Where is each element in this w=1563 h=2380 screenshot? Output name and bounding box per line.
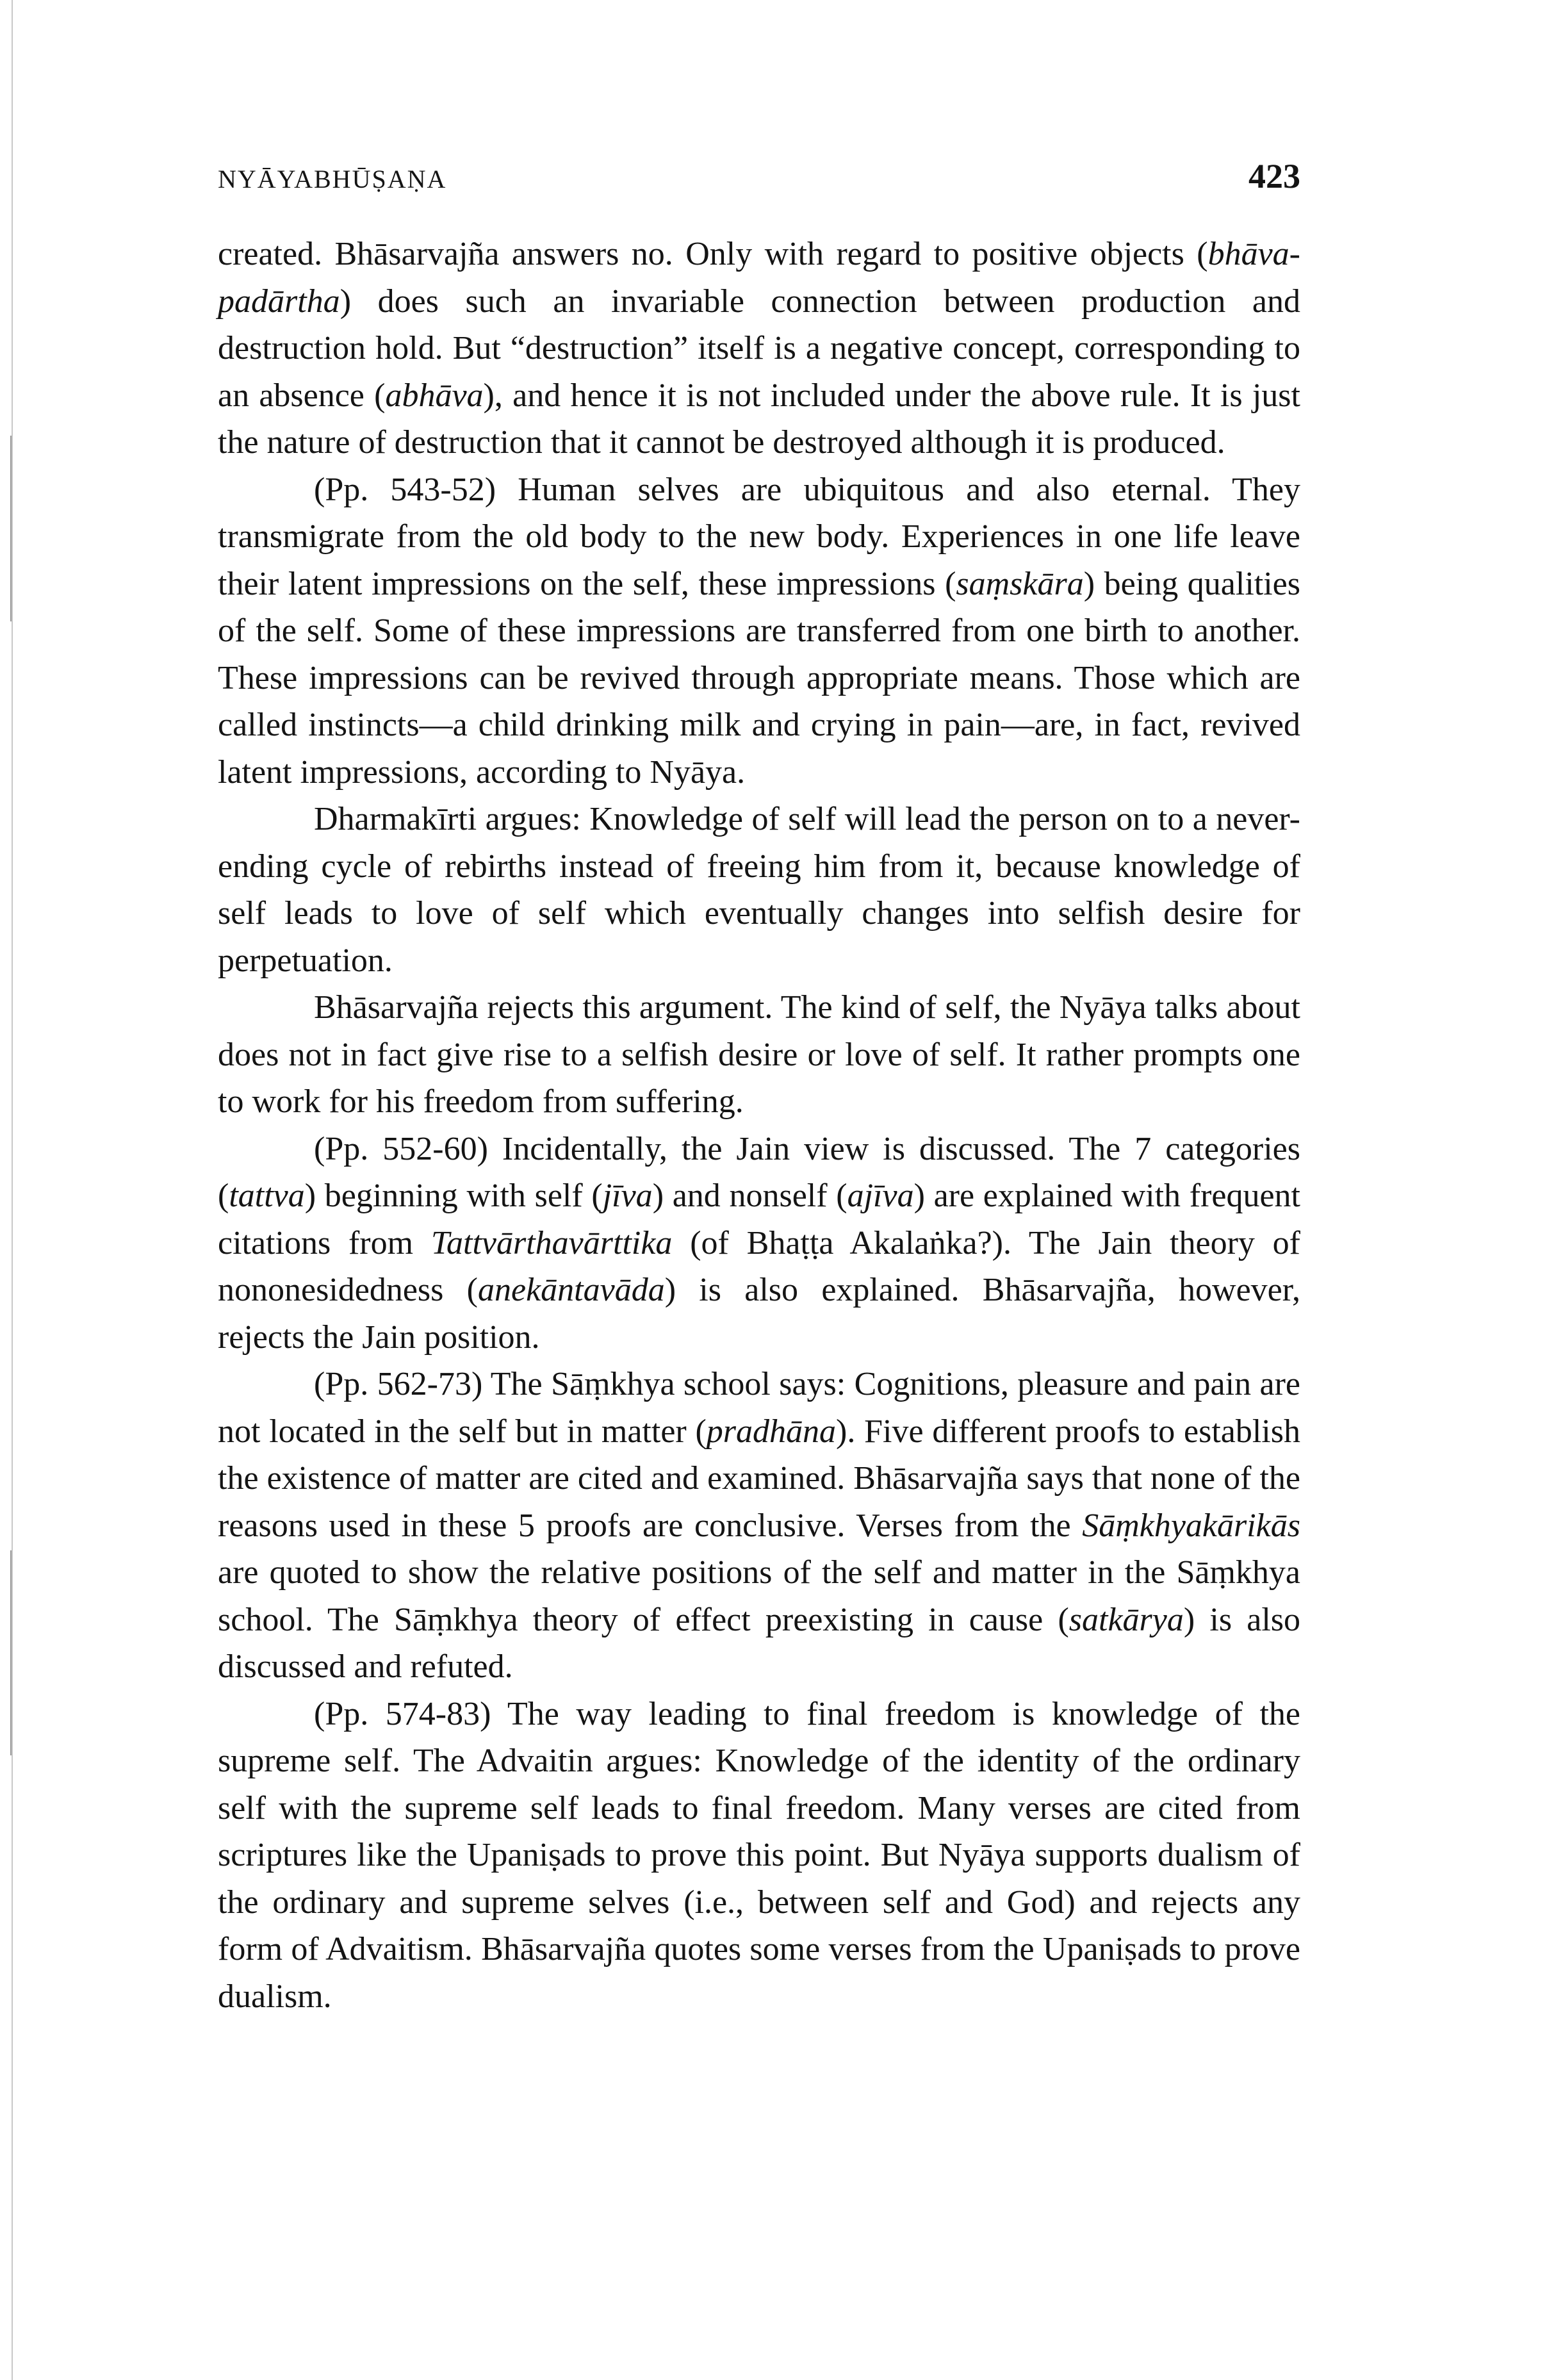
text-run: (Pp. 574-83) The way leading to final freedom is knowledge of the supreme self. The Advaitin argues: Knowledge of the identity of the ordinary self with the supreme self leads to final freedom. Many verses are cited from scriptures like the Upaniṣads to prove this point. But Nyāya supports dualism of the ordinary and supreme selves (i.e., between self and God) and rejects any form of Advaitism. Bhāsarvajña quotes some verses from the Upaniṣads to prove dualism.	[218, 1695, 1300, 2015]
italic-term: saṃskāra	[956, 565, 1084, 602]
text-run: ) beginning with self (	[304, 1178, 603, 1214]
italic-term: ajīva	[847, 1178, 914, 1214]
paragraph	[218, 466, 1300, 796]
italic-term: bhāva-padārtha	[218, 236, 1300, 320]
body-text	[218, 231, 1300, 2020]
paragraph	[218, 1361, 1300, 1691]
text-run: are quoted to show the relative positions of the self and matter in the Sāṃkhya school. The Sāṃkhya theory of effect preexisting in cause (	[218, 1554, 1300, 1638]
text-run: ) does such an invariable connection between production and destruction hold. But “destruction” itself is a negative concept, corresponding to an absence (	[218, 283, 1300, 414]
text-run: ) being qualities of the self. Some of these impressions are transferred from one birth to another. These impressions can be revived through appropriate means. Those which are called instincts—a child drinking milk and crying in pain—are, in fact, revived latent impressions, according to Nyāya.	[218, 565, 1300, 791]
running-title: NYĀYABHŪṢAṆA	[218, 165, 447, 193]
text-run: Dharmakīrti argues: Knowledge of self will lead the person on to a never-ending cycle of rebirths instead of freeing him from it, because knowledge of self leads to love of self which eventually changes into selfish desire for perpetuation.	[218, 801, 1300, 979]
italic-term: tattva	[229, 1178, 305, 1214]
italic-term: anekāntavāda	[478, 1272, 665, 1308]
italic-term: jīva	[602, 1178, 653, 1214]
scan-mark	[10, 1550, 12, 1755]
italic-term: satkārya	[1068, 1601, 1184, 1638]
scan-edge-line	[12, 0, 13, 2380]
text-run: (Pp. 552-60) Incidentally, the Jain view is discussed. The 7 categories (	[218, 1130, 1300, 1214]
paragraph	[218, 796, 1300, 984]
text-run: (of Bhaṭṭa Akalaṅka?). The Jain theory of nononesidedness (	[218, 1224, 1301, 1308]
text-run: ) are explained with frequent citations from	[218, 1178, 1301, 1261]
italic-term: abhāva	[385, 377, 484, 414]
text-run: (Pp. 562-73) The Sāṃkhya school says: Cognitions, pleasure and pain are not located in the self but in matter (	[218, 1366, 1300, 1450]
running-head	[218, 156, 1300, 196]
text-run: ) is also discussed and refuted.	[218, 1601, 1301, 1685]
paragraph	[218, 231, 1300, 466]
paragraph	[218, 1126, 1300, 1361]
text-run: created. Bhāsarvajña answers no. Only with regard to positive objects (	[218, 236, 1208, 272]
paragraph	[218, 1691, 1300, 2021]
text-run: (Pp. 543-52) Human selves are ubiquitous and also eternal. They transmigrate from the old body to the new body. Experiences in one life leave their latent impressions on the self, these impressions (	[218, 471, 1300, 602]
text-run: ) is also explained. Bhāsarvajña, however, rejects the Jain position.	[218, 1272, 1300, 1356]
text-run: Bhāsarvajña rejects this argument. The kind of self, the Nyāya talks about does not in fact give rise to a selfish desire or love of self. It rather prompts one to work for his freedom from suffering.	[218, 989, 1300, 1120]
text-run: ). Five different proofs to establish the existence of matter are cited and examined. Bhāsarvajña says that none of the reasons used in these 5 proofs are conclusive. Verses from the	[218, 1413, 1300, 1544]
text-run: ) and nonself (	[652, 1178, 847, 1214]
paragraph	[218, 984, 1300, 1126]
italic-term: Sāṃkhyakārikās	[1082, 1507, 1300, 1544]
text-run: ), and hence it is not included under the above rule. It is just the nature of destruction that it cannot be destroyed although it is produced.	[218, 377, 1300, 461]
italic-term: Tattvārthavārttika	[430, 1224, 673, 1261]
italic-term: pradhāna	[706, 1413, 837, 1450]
page-number: 423	[1248, 157, 1300, 195]
scan-mark	[10, 436, 12, 621]
